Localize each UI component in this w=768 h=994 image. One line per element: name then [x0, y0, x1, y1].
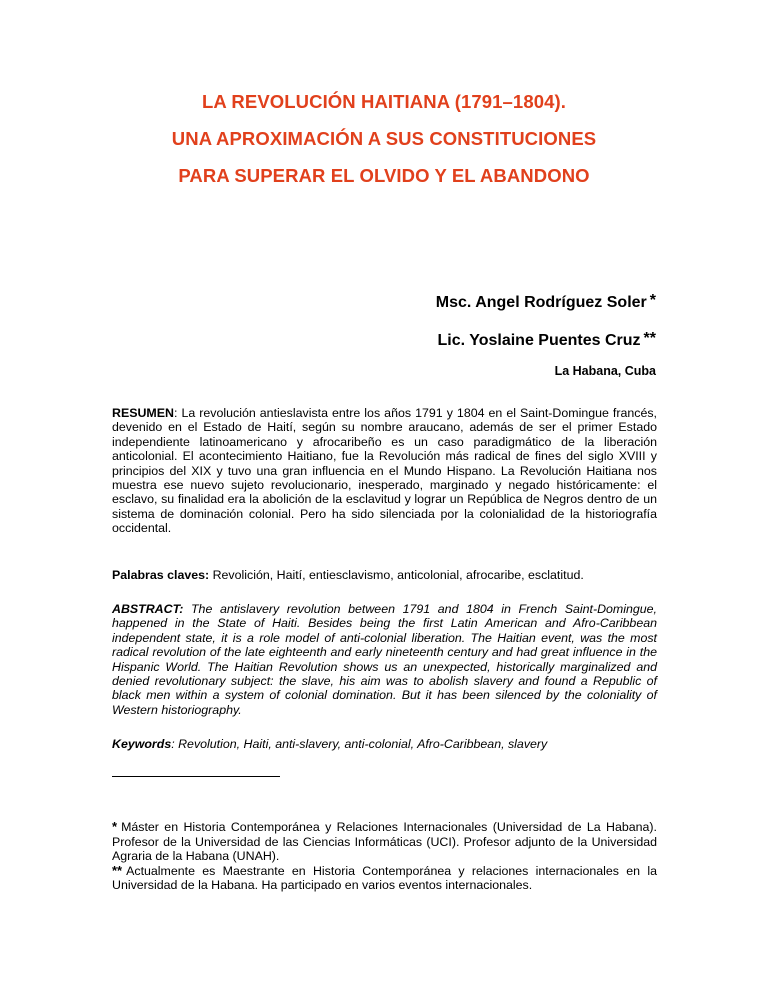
footnote-2-mark: **: [112, 862, 123, 878]
keywords-label: Keywords: [112, 737, 172, 751]
footnote-1: [112, 820, 657, 864]
keywords-paragraph: [112, 737, 657, 751]
footnote-divider: [112, 776, 280, 777]
resumen-text: : La revolución antieslavista entre los años 1791 y 1804 en el Saint-Domingue francés, devenido en el Estado de Haití, según su nombre araucano, además de ser el primer Estado independiente latinoamericano y afrocaribeño es un caso paradigmático de la liberación anticolonial. El acontecimiento Haitiano, fue la Revolución más radical de fines del siglo XVIII y principios del XIX y tuvo una gran influencia en el Mundo Hispano. La Revolución Haitiana nos muestra ese nuevo sujeto revolucionario, inesperado, marginado y negado históricamente: el esclavo, su finalidad era la abolición de la esclavitud y lograr un República de Negros dentro de un sistema de dominación colonial. Pero ha sido silenciada por la colonialidad de la historiografía occidental.: [112, 406, 657, 536]
place: La Habana, Cuba: [554, 364, 656, 378]
footnote-1-text: Máster en Historia Contemporánea y Relaciones Internacionales (Universidad de La Habana). Profesor de la Universidad de las Ciencias Informáticas (UCI). Profesor adjunto de la Universidad Agraria de la Habana (UNAH).: [112, 820, 657, 864]
title-block: [0, 86, 768, 197]
abstract-paragraph: [112, 602, 657, 717]
author-2-footnote-mark: **: [643, 330, 656, 347]
palabras-claves-text: Revolición, Haití, entiesclavismo, anticolonial, afrocaribe, esclatitud.: [209, 568, 584, 582]
title-line-1: LA REVOLUCIÓN HAITIANA (1791–1804).: [202, 91, 566, 112]
author-1-name: Msc. Angel Rodríguez Soler: [435, 294, 647, 311]
author-2-name: Lic. Yoslaine Puentes Cruz: [437, 332, 641, 349]
authors-block: [436, 286, 656, 393]
resumen-label: RESUMEN: [112, 406, 174, 420]
footnotes-block: [112, 820, 657, 893]
palabras-claves-label: Palabras claves:: [112, 568, 210, 582]
author-1: [436, 286, 656, 318]
title-line-2: UNA APROXIMACIÓN A SUS CONSTITUCIONES: [171, 128, 597, 149]
footnote-1-mark: *: [112, 819, 118, 834]
footnote-2: [112, 864, 657, 893]
author-1-footnote-mark: *: [649, 292, 656, 309]
author-2: [436, 324, 656, 356]
resumen-paragraph: [112, 406, 657, 536]
keywords-text: : Revolution, Haiti, anti-slavery, anti-colonial, Afro-Caribbean, slavery: [171, 737, 548, 751]
footnote-2-text: Actualmente es Maestrante en Historia Contemporánea y relaciones internacionales en la Universidad de la Habana. Ha participado en varios eventos internacionales.: [112, 863, 657, 893]
title-line-3: PARA SUPERAR EL OLVIDO Y EL ABANDONO: [178, 165, 590, 186]
abstract-label: ABSTRACT:: [112, 602, 184, 616]
abstract-text: The antislavery revolution between 1791 and 1804 in French Saint-Domingue, happened in the State of Haiti. Besides being the first Latin American and Afro-Caribbean independent state, it is a role model of anti-colonial liberation. The Haitian event, was the most radical revolution of the late eighteenth and early nineteenth century and had great influence in the Hispanic World. The Haitian Revolution shows us an unexpected, historically marginalized and denied revolutionary subject: the slave, his aim was to abolish slavery and found a Republic of black men within a system of colonial domination. But it has been silenced by the coloniality of Western historiography.: [112, 602, 657, 717]
palabras-claves-paragraph: [112, 568, 657, 582]
